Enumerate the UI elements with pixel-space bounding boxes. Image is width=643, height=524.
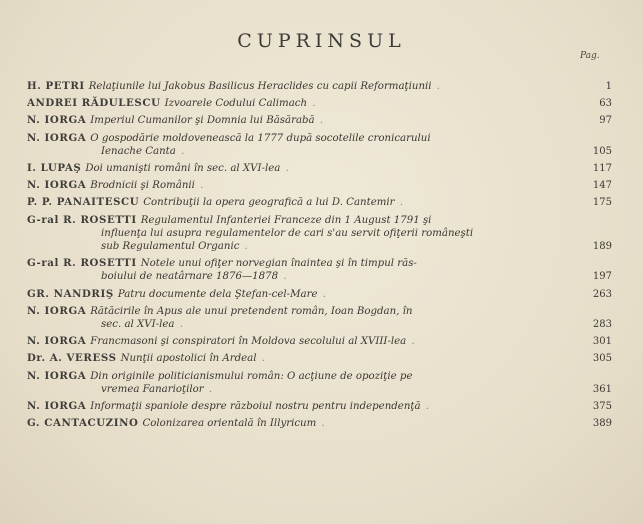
toc-entry-line <box>27 80 612 93</box>
toc-entry-line <box>27 214 612 227</box>
entry-page-number: 197 <box>592 271 612 283</box>
entry-author: ANDREI RĂDULESCU <box>27 97 161 110</box>
entry-page-number: 105 <box>592 145 612 157</box>
toc-entry-line <box>27 240 612 253</box>
leader-dots: . <box>314 115 326 127</box>
entry-page-number: 175 <box>592 197 612 209</box>
toc-entry-line <box>27 288 612 301</box>
entry-title: Rătăcirile în Apus ale unui pretendent român, Ioan Bogdan, în <box>90 305 413 317</box>
toc-entry-line <box>27 114 612 127</box>
leader-dots: . <box>280 163 291 175</box>
leader-dots: . <box>406 336 417 348</box>
entry-title: Regulamentul Infanteriei Franceze din 1 August 1791 şi <box>140 214 432 226</box>
entry-title: Francmasoni şi conspiratori în Moldova secolului al XVIII-lea <box>90 336 407 348</box>
entry-author: N. IORGA <box>27 400 87 413</box>
entry-author: I. LUPAŞ <box>27 162 82 175</box>
entry-author: G. CANTACUZINO <box>27 417 139 430</box>
entry-page-number: 63 <box>599 98 612 110</box>
entry-title: Colonizarea orientală în Illyricum <box>142 418 317 430</box>
toc-entry-line <box>27 162 612 175</box>
entry-page-number: 375 <box>592 401 612 413</box>
leader-dots: . <box>431 81 443 92</box>
entry-page-number: 361 <box>592 383 612 395</box>
entry-title: Brodnicii şi Românii <box>90 180 195 192</box>
entry-title: Doi umanişti români în sec. al XVI-lea <box>85 163 281 175</box>
table-of-contents <box>27 80 612 434</box>
entry-page-number: 189 <box>592 241 612 253</box>
toc-entry-line <box>27 145 612 158</box>
entry-title: Imperiul Cumanilor şi Domnia lui Băsărabă <box>90 115 315 127</box>
entry-title: O gospodărie moldovenească la 1777 după socotelile cronicarului <box>90 132 431 144</box>
toc-entry-line <box>27 370 612 383</box>
toc-entry-line <box>27 335 612 348</box>
entry-page-number: 305 <box>592 353 612 365</box>
leader-dots: . <box>194 180 206 192</box>
leader-dots: . <box>316 418 327 430</box>
entry-author: N. IORGA <box>27 179 87 192</box>
page-column-label: Pag. <box>580 51 600 61</box>
leader-dots: . <box>256 353 268 365</box>
leader-dots: . <box>278 271 289 283</box>
page-title: CUPRINSUL <box>237 30 406 52</box>
toc-entry-line <box>27 257 612 270</box>
entry-title: vremea Fanarioţilor <box>101 383 204 395</box>
entry-author: N. IORGA <box>27 369 87 382</box>
entry-author: GR. NANDRIŞ <box>27 287 114 300</box>
toc-entry-line <box>27 417 612 430</box>
toc-entry-line <box>27 270 612 283</box>
toc-entry-line <box>27 179 612 192</box>
entry-spacer <box>27 430 612 434</box>
entry-page-number: 117 <box>592 163 612 175</box>
entry-title: boiului de neatârnare 1876—1878 <box>101 271 279 283</box>
entry-title: Din originile politicianismului român: O acţiune de opoziţie pe <box>90 370 413 382</box>
entry-title: Izvoarele Codului Calimach <box>164 98 308 110</box>
entry-author: P. P. PANAITESCU <box>27 196 140 209</box>
entry-page-number: 147 <box>592 180 612 192</box>
leader-dots: . <box>174 319 185 331</box>
entry-title: influenţa lui asupra regulamentelor de cari s'au servit ofiţerii româneşti <box>101 227 474 239</box>
leader-dots: . <box>394 197 406 209</box>
entry-author: G-ral R. ROSETTI <box>27 213 137 226</box>
leader-dots: . <box>239 241 250 253</box>
entry-page-number: 263 <box>592 288 612 300</box>
entry-page-number: 389 <box>592 418 612 430</box>
entry-title: Relaţiunile lui Jakobus Basilicus Heraclides cu capii Reformaţiunii <box>88 81 432 92</box>
toc-entry-line <box>27 196 612 209</box>
entry-title: Ienache Canta <box>101 145 176 157</box>
entry-page-number: 1 <box>605 81 612 92</box>
toc-entry-line <box>27 97 612 110</box>
entry-author: G-ral R. ROSETTI <box>27 257 137 270</box>
leader-dots: . <box>307 98 318 110</box>
entry-author: N. IORGA <box>27 335 87 348</box>
toc-entry-line <box>27 227 612 240</box>
toc-entry-line <box>27 383 612 396</box>
toc-entry-line <box>27 352 612 365</box>
entry-title: Patru documente dela Ştefan-cel-Mare <box>117 288 318 300</box>
entry-page-number: 97 <box>599 115 612 127</box>
entry-page-number: 283 <box>592 319 612 331</box>
leader-dots: . <box>175 145 187 157</box>
entry-author: H. PETRI <box>27 80 85 92</box>
leader-dots: . <box>203 383 215 395</box>
entry-title: Contribuţii la opera geografică a lui D. Cantemir <box>143 197 395 209</box>
leader-dots: . <box>420 401 432 413</box>
toc-entry-line <box>27 400 612 413</box>
entry-author: Dr. A. VERESS <box>27 352 117 365</box>
entry-title: Nunţii apostolici în Ardeal <box>120 353 257 365</box>
entry-author: N. IORGA <box>27 304 87 317</box>
entry-title: sec. al XVI-lea <box>101 319 175 331</box>
entry-author: N. IORGA <box>27 131 87 144</box>
toc-entry-line <box>27 305 612 318</box>
toc-entry-line <box>27 318 612 331</box>
entry-title: Informaţii spaniole despre războiul nostru pentru independenţă <box>90 401 421 413</box>
leader-dots: . <box>317 288 328 300</box>
entry-title: Notele unui ofiţer norvegian înaintea şi în timpul răs- <box>140 258 417 270</box>
entry-author: N. IORGA <box>27 114 87 127</box>
entry-page-number: 301 <box>592 336 612 348</box>
toc-entry-line <box>27 132 612 145</box>
entry-title: sub Regulamentul Organic <box>101 241 240 253</box>
